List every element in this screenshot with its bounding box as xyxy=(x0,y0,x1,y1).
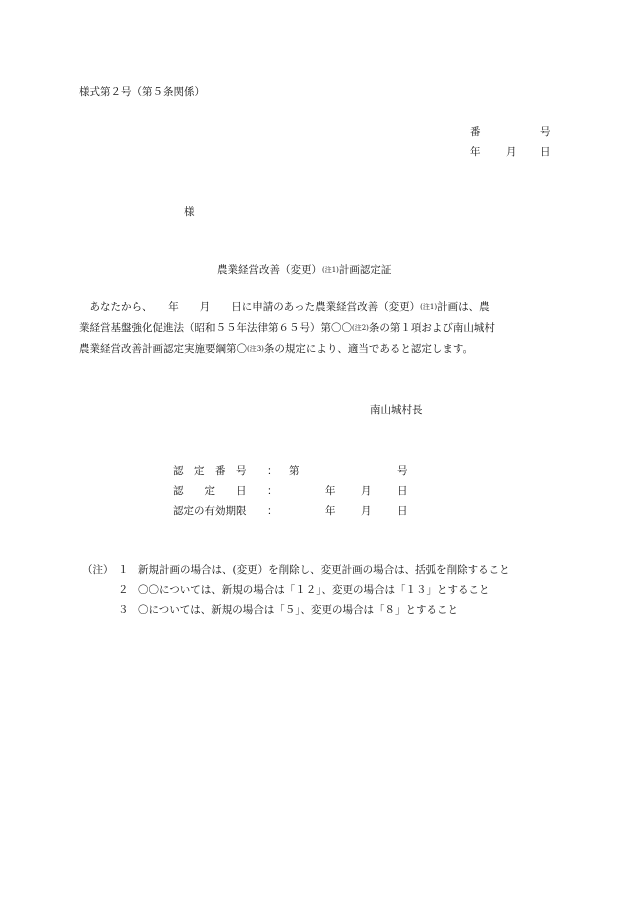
cert-validity-label: 認定の有効期限 xyxy=(173,505,247,517)
cert-date-colon: ： xyxy=(267,485,278,497)
body-line-2 xyxy=(79,318,553,339)
cert-validity-month: 月 xyxy=(361,505,372,517)
note-3-text: 〇については、新規の場合は「５」、変更の場合は「８」とすること xyxy=(138,604,459,616)
note-1-num: １ xyxy=(118,564,129,576)
cert-date-year: 年 xyxy=(325,485,336,497)
note-3-num: ３ xyxy=(118,604,129,616)
body-line3-b: 条の規定により、適当であると認定します。 xyxy=(263,343,474,355)
header-year: 年 xyxy=(470,146,481,158)
title-note-ref: (注1) xyxy=(322,266,339,274)
cert-number-label: 認 定 番 号 xyxy=(173,465,247,477)
header-month: 月 xyxy=(506,146,517,158)
body-paragraph xyxy=(79,297,553,360)
cert-date-day: 日 xyxy=(397,485,408,497)
cert-date-month: 月 xyxy=(361,485,372,497)
signatory: 南山城村長 xyxy=(370,404,423,416)
note-2-num: ２ xyxy=(118,584,129,596)
body-line3-note: (注3) xyxy=(247,345,264,353)
document-title xyxy=(217,263,391,277)
note-1-text: 新規計画の場合は、(変更）を削除し、変更計画の場合は、括弧を削除すること xyxy=(138,564,510,576)
body-line2-b: 条の第１項および南山城村 xyxy=(368,322,495,334)
body-line3-a: 農業経営改善計画認定実施要綱第〇 xyxy=(79,343,247,355)
cert-validity-year: 年 xyxy=(325,505,336,517)
title-main-before: 農業経営改善（変更） xyxy=(217,264,322,276)
header-day: 日 xyxy=(540,146,551,158)
cert-number-dai: 第 xyxy=(289,465,300,477)
cert-number-colon: ： xyxy=(267,465,278,477)
cert-validity-colon: ： xyxy=(267,505,278,517)
title-main-after: 計画認定証 xyxy=(338,264,392,276)
body-line2-note: (注2) xyxy=(352,324,369,332)
body-line1-a: あなたから、 年 月 日に申請のあった農業経営改善（変更） xyxy=(89,301,421,313)
header-go: 号 xyxy=(540,126,551,138)
cert-number-go: 号 xyxy=(397,465,408,477)
cert-validity-day: 日 xyxy=(397,505,408,517)
note-2-text: 〇〇については、新規の場合は「１２」、変更の場合は「１３」とすること xyxy=(138,584,490,596)
body-line-3 xyxy=(79,339,553,360)
addressee-suffix: 様 xyxy=(184,206,195,218)
notes-prefix: （注） xyxy=(82,564,114,576)
form-label: 様式第２号（第５条関係） xyxy=(79,86,205,98)
body-line2-a: 業経営基盤強化促進法（昭和５５年法律第６５号）第〇〇 xyxy=(79,322,352,334)
header-ban: 番 xyxy=(470,126,481,138)
body-line1-note: (注1) xyxy=(420,303,438,311)
body-line-1 xyxy=(79,297,553,318)
cert-date-label: 認 定 日 xyxy=(173,485,247,497)
body-line1-b: 計画は、農 xyxy=(437,301,490,313)
